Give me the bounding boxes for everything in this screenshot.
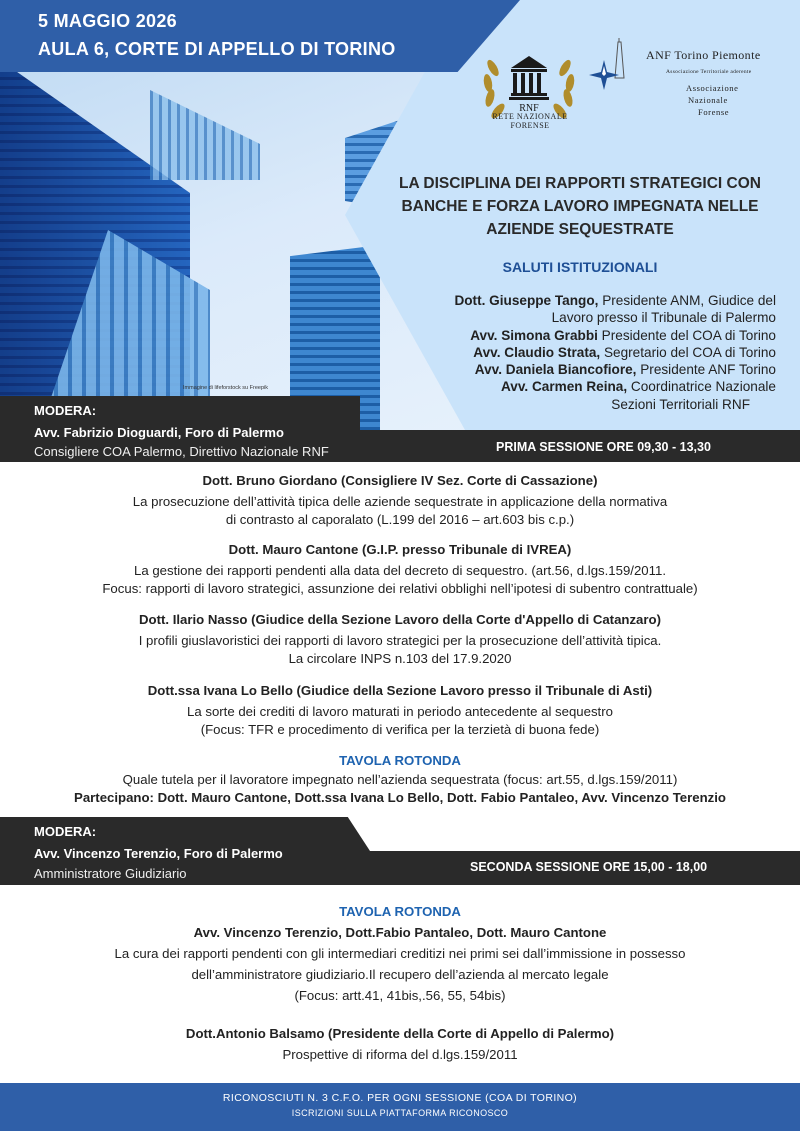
roundtable bbox=[0, 752, 800, 808]
greeting-role: Presidente ANM, Giudice del bbox=[598, 293, 776, 308]
speaker: Dott.ssa Ivana Lo Bello (Giudice della Sezione Lavoro presso il Tribunale di Asti) bbox=[147, 683, 653, 698]
roundtable-participants: Partecipano: Dott. Mauro Cantone, Dott.ssa Ivana Lo Bello, Dott. Fabio Pantaleo, Avv. Vincenzo Terenzio bbox=[74, 790, 726, 805]
roundtable-line: (Focus: artt.41, 41bis,.56, 55, 54bis) bbox=[294, 988, 506, 1003]
event-title bbox=[380, 172, 780, 241]
talk-item bbox=[0, 472, 800, 530]
greeting-name: Avv. Daniela Biancofiore, bbox=[474, 362, 637, 378]
greeting-entry bbox=[380, 361, 776, 378]
rnf-caption: RETE NAZIONALE FORENSE bbox=[492, 112, 568, 130]
moderator-role: Consigliere COA Palermo, Direttivo Nazionale RNF bbox=[34, 444, 329, 459]
greeting-name: Avv. Simona Grabbi bbox=[470, 327, 598, 343]
session-time: PRIMA SESSIONE ORE 09,30 - 13,30 bbox=[496, 440, 711, 454]
greetings-list bbox=[380, 292, 780, 413]
roundtable-line: Quale tutela per il lavoratore impegnato nell’azienda sequestrata (focus: art.55, d.lgs.159/2011) bbox=[122, 771, 678, 787]
greeting-role: Presidente del COA di Torino bbox=[597, 327, 776, 343]
speaker: Dott. Mauro Cantone (G.I.P. presso Tribunale di IVREA) bbox=[228, 542, 572, 557]
session-time: SECONDA SESSIONE ORE 15,00 - 18,00 bbox=[470, 860, 708, 874]
greeting-role: Sezioni Territoriali RNF bbox=[611, 396, 750, 412]
greeting-name: Avv. Carmen Reina, bbox=[500, 379, 628, 395]
greeting-role: Segretario del COA di Torino bbox=[600, 344, 776, 360]
hero-section bbox=[0, 0, 800, 430]
event-date: 5 MAGGIO 2026 bbox=[38, 11, 177, 31]
roundtable-line: dell’amministratore giudiziario.Il recupero dell’azienda al mercato legale bbox=[191, 967, 609, 982]
moderator-label: MODERA: bbox=[34, 403, 97, 418]
greeting-entry bbox=[380, 292, 776, 309]
talk-item bbox=[0, 1023, 800, 1065]
moderator-role: Amministratore Giudiziario bbox=[34, 866, 187, 881]
greeting-role: Presidente ANF Torino bbox=[636, 362, 776, 378]
anf-title: ANF Torino Piemonte bbox=[646, 48, 761, 62]
anf-line: Forense bbox=[698, 107, 730, 117]
roundtable bbox=[0, 901, 800, 1006]
talk-line: La gestione dei rapporti pendenti alla data del decreto di sequestro. (art.56, d.lgs.159/2011. bbox=[133, 562, 666, 578]
greeting-entry bbox=[380, 327, 776, 344]
talk-line: La prosecuzione dell’attività tipica delle aziende sequestrate in applicazione della normativa bbox=[132, 493, 668, 509]
talk-line: La circolare INPS n.103 del 17.9.2020 bbox=[288, 651, 512, 666]
greeting-entry bbox=[380, 309, 776, 326]
roundtable-heading: TAVOLA ROTONDA bbox=[339, 753, 461, 768]
greeting-name: Avv. Claudio Strata, bbox=[473, 344, 601, 360]
greeting-name: Dott. Giuseppe Tango, bbox=[454, 293, 599, 308]
rnf-monogram: RNF bbox=[519, 103, 539, 114]
greeting-entry bbox=[380, 378, 776, 395]
talk-line: La sorte dei crediti di lavoro maturati in periodo antecedente al sequestro bbox=[187, 703, 613, 719]
talk-line: I profili giuslavoristici dei rapporti di lavoro strategici per la prosecuzione dell’attività tipica. bbox=[138, 632, 662, 648]
greeting-role: Lavoro presso il Tribunale di Palermo bbox=[551, 310, 776, 326]
greeting-entry bbox=[380, 396, 776, 413]
talk-item bbox=[0, 541, 800, 599]
anf-logo-text bbox=[646, 48, 796, 117]
moderator-label: MODERA: bbox=[34, 824, 97, 839]
talk-line: di contrasto al caporalato (L.199 del 2016 – art.603 bis c.p.) bbox=[225, 512, 575, 527]
talk-item bbox=[0, 611, 800, 669]
moderator-name: Avv. Vincenzo Terenzio, Foro di Palermo bbox=[34, 846, 283, 861]
footer-credits: RICONOSCIUTI N. 3 C.F.O. PER OGNI SESSIONE (COA DI TORINO) bbox=[222, 1092, 578, 1104]
speaker: Dott. Ilario Nasso (Giudice della Sezione Lavoro della Corte d'Appello di Catanzaro) bbox=[139, 612, 661, 627]
roundtable-heading: TAVOLA ROTONDA bbox=[339, 904, 461, 919]
talk-item bbox=[0, 682, 800, 740]
talk-line: Prospettive di riforma del d.lgs.159/2011 bbox=[282, 1047, 518, 1062]
roundtable-speakers: Avv. Vincenzo Terenzio, Dott.Fabio Pantaleo, Dott. Mauro Cantone bbox=[193, 925, 607, 940]
photo-credit: Immagine di lifeforstock su Freepik bbox=[183, 385, 268, 391]
footer-banner bbox=[0, 1083, 800, 1131]
anf-line: Nazionale bbox=[688, 95, 728, 105]
speaker: Dott. Bruno Giordano (Consigliere IV Sez. Corte di Cassazione) bbox=[202, 473, 598, 488]
anf-subtitle: Associazione Territoriale aderente bbox=[666, 69, 752, 75]
footer-registration: ISCRIZIONI SULLA PIATTAFORMA RICONOSCO bbox=[291, 1108, 509, 1118]
anf-compass-mole-icon bbox=[588, 38, 636, 98]
talk-line: (Focus: TFR e procedimento di verifica per la terzietà di buona fede) bbox=[200, 722, 600, 737]
greeting-entry bbox=[380, 344, 776, 361]
roundtable-line: La cura dei rapporti pendenti con gli intermediari creditizi nei primi sei dall’immissione in possesso bbox=[114, 946, 686, 961]
moderator-name: Avv. Fabrizio Dioguardi, Foro di Palermo bbox=[34, 425, 284, 440]
speaker: Dott.Antonio Balsamo (Presidente della Corte di Appello di Palermo) bbox=[185, 1026, 615, 1041]
event-title-line: LA DISCIPLINA DEI RAPPORTI STRATEGICI CON bbox=[399, 175, 761, 192]
anf-line: Associazione bbox=[686, 83, 739, 93]
event-title-line: AZIENDE SEQUESTRATE bbox=[486, 221, 674, 238]
greetings-heading: SALUTI ISTITUZIONALI bbox=[502, 259, 658, 275]
greeting-role: Coordinatrice Nazionale bbox=[627, 379, 776, 395]
event-venue: AULA 6, CORTE DI APPELLO DI TORINO bbox=[38, 39, 396, 59]
talk-line: Focus: rapporti di lavoro strategici, assunzione dei relativi obblighi nell’ipotesi di subentro contrattuale) bbox=[102, 581, 698, 596]
event-title-line: BANCHE E FORZA LAVORO IMPEGNATA NELLE bbox=[401, 198, 759, 215]
